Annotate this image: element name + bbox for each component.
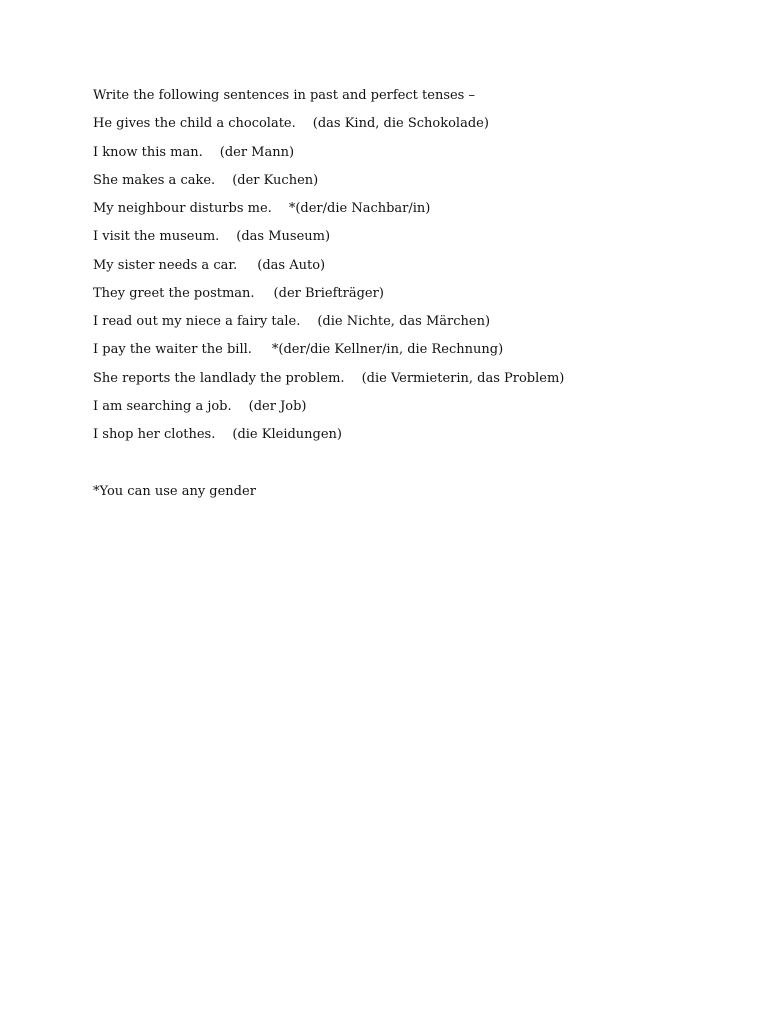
exercise-sentence: I am searching a job. — [93, 398, 232, 414]
exercise-hint: (das Kind, die Schokolade) — [312, 116, 489, 132]
exercise-hint: *(der/die Nachbar/in) — [288, 201, 431, 216]
exercise-hint: (das Museum) — [236, 229, 331, 245]
exercise-sentence: I read out my niece a fairy tale. — [93, 314, 301, 329]
exercise-line — [93, 114, 733, 142]
blank-line — [93, 453, 733, 481]
exercise-sentence: I know this man. — [93, 144, 203, 160]
exercise-line — [93, 425, 733, 453]
exercise-sentence: My neighbour disturbs me. — [93, 201, 272, 216]
exercise-hint: (der Briefträger) — [273, 285, 384, 301]
exercise-hint: *(der/die Kellner/in, die Rechnung) — [271, 342, 504, 358]
exercise-hint: (die Nichte, das Märchen) — [317, 314, 491, 329]
footnote-text: *You can use any gender — [93, 483, 256, 499]
exercise-hint: (der Kuchen) — [232, 172, 319, 188]
exercise-line — [93, 284, 733, 312]
exercise-hint: (die Kleidungen) — [232, 427, 342, 442]
exercise-hint: (die Vermieterin, das Problem) — [361, 370, 565, 386]
exercise-line — [93, 199, 733, 227]
exercise-hint: (der Job) — [248, 398, 307, 414]
exercise-sentence: I pay the waiter the bill. — [93, 342, 252, 358]
instruction-line — [93, 86, 733, 114]
worksheet-body — [93, 86, 733, 510]
exercise-hint: (das Auto) — [257, 257, 326, 273]
exercise-line — [93, 397, 733, 425]
exercise-sentence: I visit the museum. — [93, 229, 220, 245]
exercise-sentence: He gives the child a chocolate. — [93, 116, 296, 132]
exercise-line — [93, 143, 733, 171]
exercise-sentence: She reports the landlady the problem. — [93, 370, 345, 386]
exercise-line — [93, 171, 733, 199]
exercise-line — [93, 227, 733, 255]
exercise-sentence: I shop her clothes. — [93, 427, 216, 442]
exercise-sentence: My sister needs a car. — [93, 257, 238, 273]
exercise-sentence: They greet the postman. — [93, 285, 255, 301]
instruction-text: Write the following sentences in past and perfect tenses – — [93, 88, 475, 103]
exercise-line — [93, 340, 733, 368]
exercise-line — [93, 312, 733, 340]
exercise-line — [93, 369, 733, 397]
exercise-line — [93, 256, 733, 284]
exercise-sentence: She makes a cake. — [93, 172, 216, 188]
exercise-hint: (der Mann) — [219, 144, 295, 160]
footnote-line — [93, 482, 733, 510]
